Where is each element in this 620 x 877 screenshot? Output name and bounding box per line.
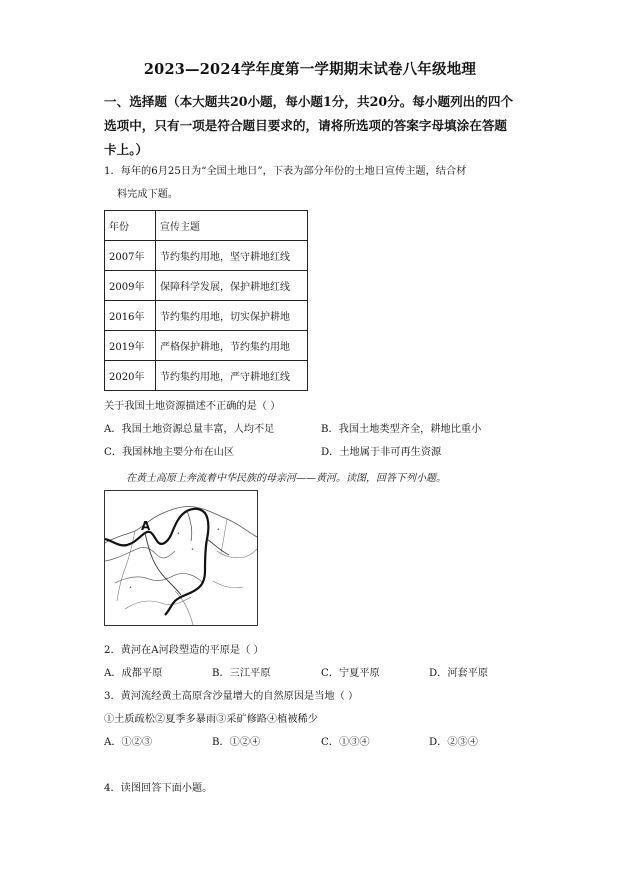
section1-line2: 选项中，只有一项是符合题目要求的，请将所选项的答案字母填涂在答题: [104, 118, 507, 133]
land-day-table: [104, 210, 308, 391]
q3-option-b: B．①②④: [212, 737, 261, 748]
q1-intro-line2: 料完成下题。: [117, 189, 179, 200]
map-graphic: [105, 491, 257, 625]
table-header-row: [105, 211, 308, 241]
map-label-a: A: [141, 519, 151, 533]
passage-text: 在黄土高原上奔流着中华民族的母亲河——黄河。读图，回答下列小题。: [126, 473, 446, 484]
table-cell-theme: 严格保护耕地，节约集约用地: [156, 331, 308, 361]
q2-option-a: A．成都平原: [104, 668, 163, 679]
q2-question: 2．黄河在A河段塑造的平原是（ ）: [104, 645, 264, 656]
table-row: [105, 301, 308, 331]
q4-question: 4．读图回答下面小题。: [104, 783, 213, 794]
table-cell-year: 2016年: [105, 301, 156, 331]
table-header-year: 年份: [105, 211, 156, 241]
table-cell-theme: 节约集约用地，切实保护耕地: [156, 301, 308, 331]
table-cell-year: 2019年: [105, 331, 156, 361]
table-cell-year: 2009年: [105, 271, 156, 301]
table-row: [105, 241, 308, 271]
q1-option-c: C．我国林地主要分布在山区: [104, 447, 235, 458]
yellow-river-map: [104, 490, 258, 626]
q3-statements: ①土质疏松②夏季多暴雨③采矿修路④植被稀少: [104, 714, 318, 725]
q1-option-d: D．土地属于非可再生资源: [321, 447, 442, 458]
table-cell-theme: 节约集约用地，坚守耕地红线: [156, 241, 308, 271]
svg-text:•: •: [217, 527, 220, 533]
table-header-theme: 宣传主题: [156, 211, 308, 241]
q3-option-a: A．①②③: [104, 737, 153, 748]
svg-text:•: •: [129, 585, 132, 591]
q3-option-c: C．①③④: [321, 737, 370, 748]
section1-line3: 卡上。）: [104, 142, 149, 157]
table-row: [105, 331, 308, 361]
svg-text:•: •: [177, 531, 180, 537]
table-cell-year: 2007年: [105, 241, 156, 271]
q3-question: 3．黄河流经黄土高原含沙量增大的自然原因是当地（ ）: [104, 691, 359, 702]
exam-title: 2023—2024学年度第一学期期末试卷八年级地理: [143, 61, 477, 78]
q3-option-d: D．②③④: [429, 737, 478, 748]
q2-option-d: D．河套平原: [429, 668, 489, 679]
q1-option-b: B．我国土地类型齐全，耕地比重小: [321, 424, 482, 435]
q1-question: 关于我国土地资源描述不正确的是（ ）: [104, 401, 281, 412]
q1-intro-line1: 1．每年的6月25日为“全国土地日”，下表为部分年份的土地日宣传主题，结合材: [104, 166, 467, 177]
table-cell-theme: 节约集约用地，严守耕地红线: [156, 361, 308, 391]
svg-text:•: •: [191, 547, 194, 553]
table-cell-theme: 保障科学发展，保护耕地红线: [156, 271, 308, 301]
table-row: [105, 271, 308, 301]
q2-option-c: C．宁夏平原: [321, 668, 380, 679]
section1-line1: 一、选择题（本大题共20小题，每小题1分，共20分。每小题列出的四个: [104, 94, 514, 109]
table-row: [105, 361, 308, 391]
table-cell-year: 2020年: [105, 361, 156, 391]
q2-option-b: B．三江平原: [212, 668, 271, 679]
q1-option-a: A．我国土地资源总量丰富，人均不足: [104, 424, 275, 435]
